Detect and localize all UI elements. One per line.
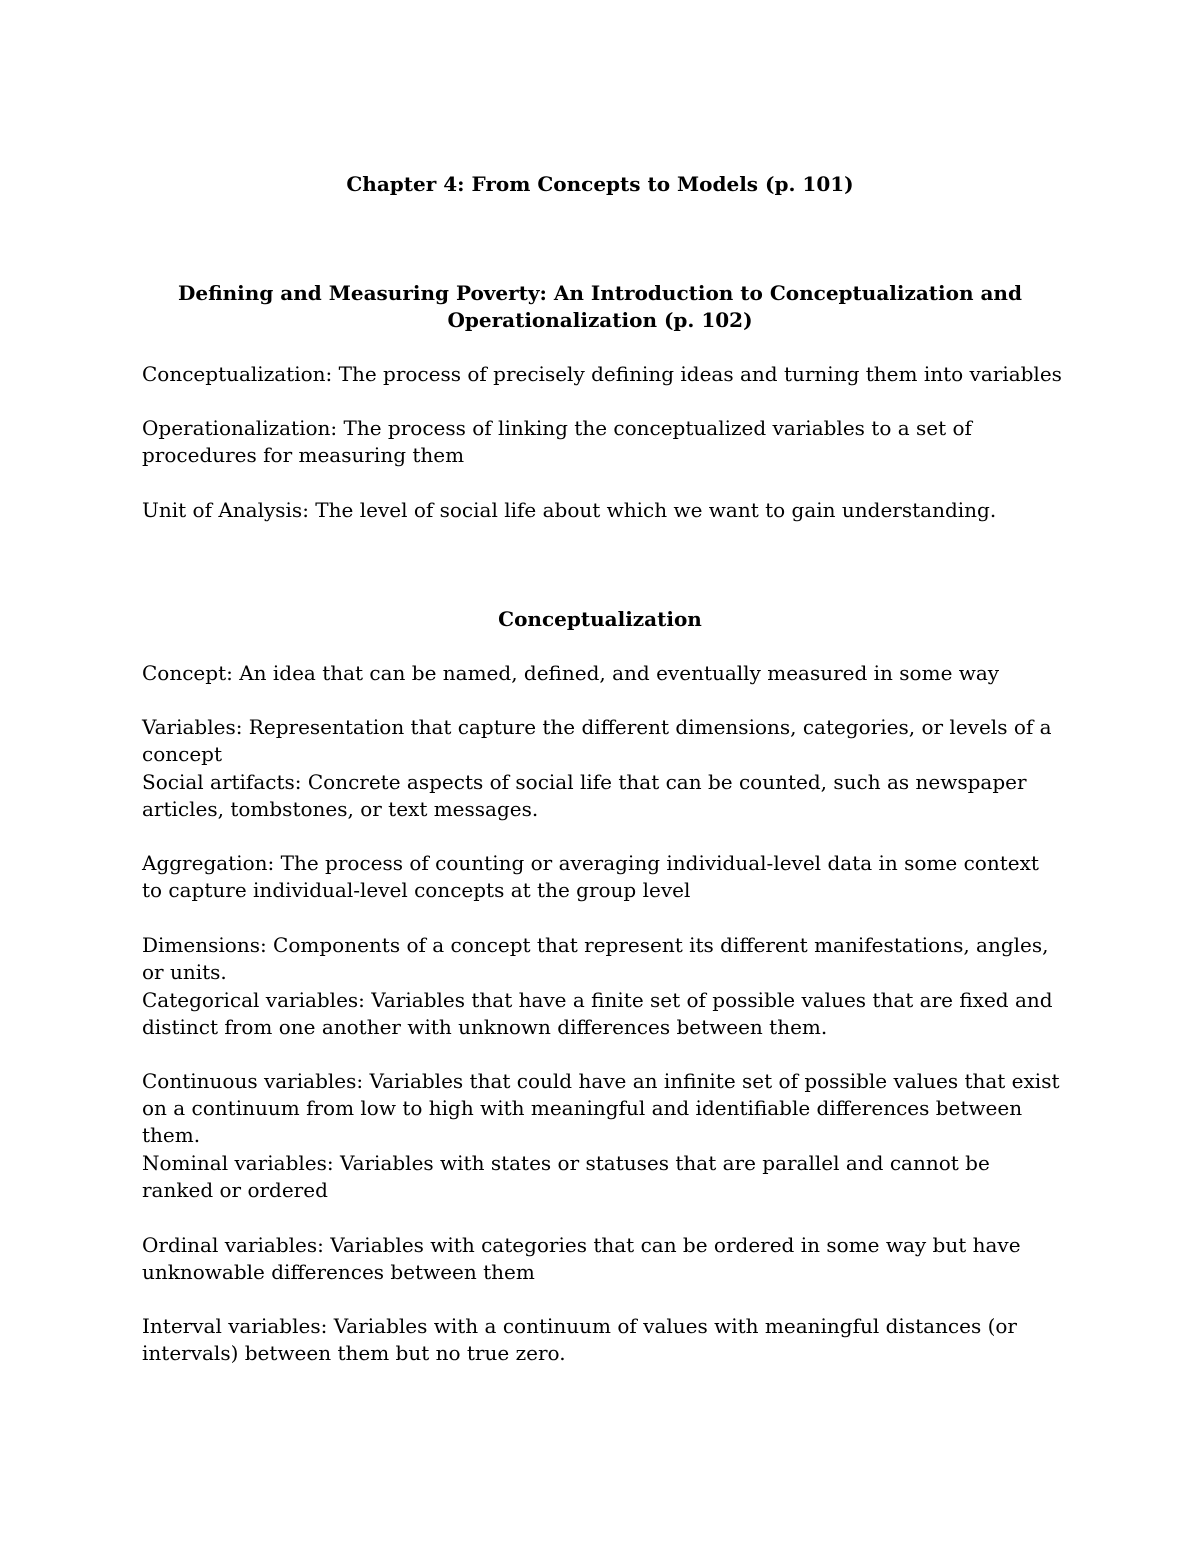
definition-social-artifacts: Social artifacts: Concrete aspects of social life that can be counted, such as newspaper articles, tombstones, or text messages. <box>142 770 1027 821</box>
chapter-title: Chapter 4: From Concepts to Models (p. 101) <box>346 172 854 196</box>
definition-dimensions: Dimensions: Components of a concept that represent its different manifestations, angles, or units. <box>142 933 1049 984</box>
definition-variables: Variables: Representation that capture the different dimensions, categories, or levels of a concept <box>142 715 1052 766</box>
definition-categorical-variables: Categorical variables: Variables that have a finite set of possible values that are fixed and distinct from one another with unknown differences between them. <box>142 988 1053 1039</box>
section-title <box>142 280 1058 334</box>
definition-concept: Concept: An idea that can be named, defined, and eventually measured in some way <box>142 661 1000 685</box>
definition-operationalization: Operationalization: The process of linking the conceptualized variables to a set of procedures for measuring them <box>142 416 972 467</box>
section-title-line-1: Defining and Measuring Poverty: An Introduction to Conceptualization and <box>178 281 1022 305</box>
definition-nominal-variables: Nominal variables: Variables with states or statuses that are parallel and cannot be ranked or ordered <box>142 1151 990 1202</box>
definition-aggregation: Aggregation: The process of counting or averaging individual-level data in some context to capture individual-level concepts at the group level <box>142 851 1039 902</box>
definition-conceptualization: Conceptualization: The process of precisely defining ideas and turning them into variables <box>142 362 1062 386</box>
definition-ordinal-variables: Ordinal variables: Variables with categories that can be ordered in some way but have unknowable differences between them <box>142 1233 1021 1284</box>
definition-unit-of-analysis: Unit of Analysis: The level of social life about which we want to gain understanding. <box>142 498 997 522</box>
section-title-line-2: Operationalization (p. 102) <box>447 308 753 332</box>
definition-continuous-variables: Continuous variables: Variables that could have an infinite set of possible values that exist on a continuum from low to high with meaningful and identifiable differences between them. <box>142 1069 1060 1147</box>
definition-interval-variables: Interval variables: Variables with a continuum of values with meaningful distances (or intervals) between them but no true zero. <box>142 1314 1017 1365</box>
subsection-title: Conceptualization <box>498 607 702 631</box>
